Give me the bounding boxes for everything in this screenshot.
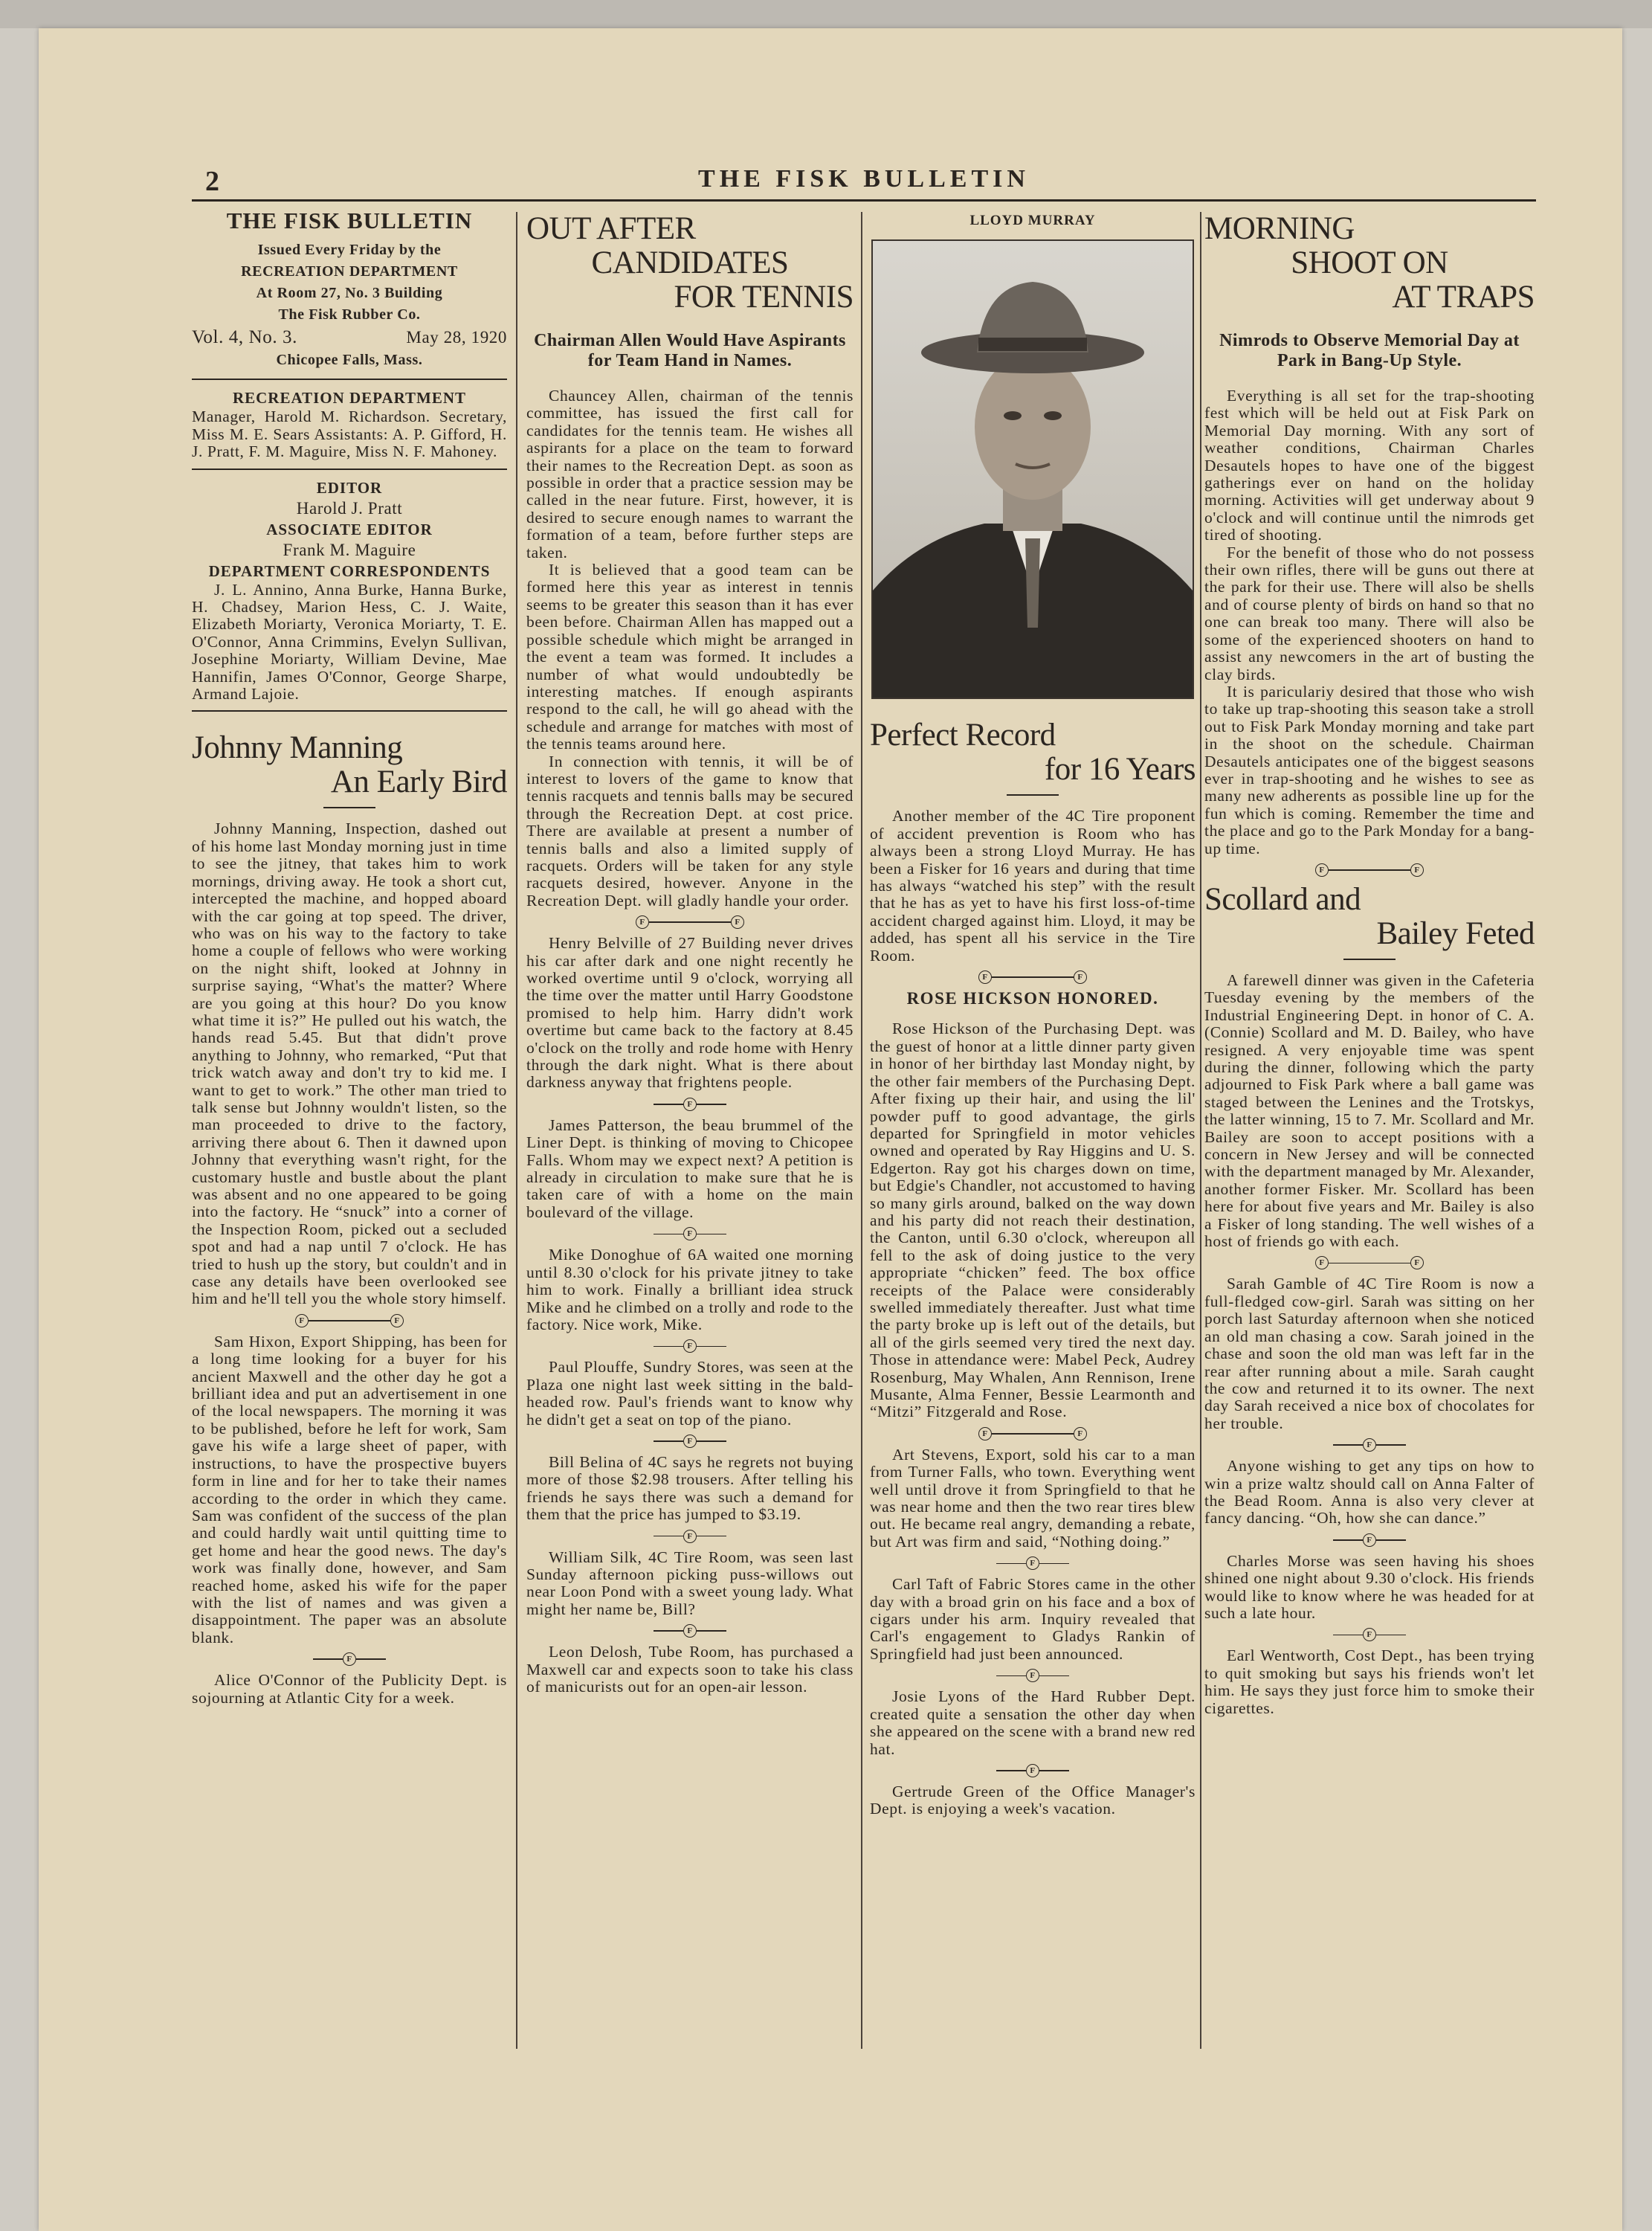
- ornament-divider: [526, 1339, 854, 1353]
- fisk-logo-icon: F: [1315, 1256, 1329, 1269]
- divider: [323, 807, 375, 808]
- masthead-line: The Fisk Rubber Co.: [278, 306, 421, 323]
- fisk-logo-icon: F: [978, 1427, 992, 1440]
- column-1: [192, 207, 507, 1707]
- headline-line: FOR TENNIS: [674, 280, 854, 315]
- headline-line: OUT AFTER: [526, 211, 696, 246]
- assoc-editor-heading: ASSOCIATE EDITOR: [266, 520, 433, 538]
- volume-number: Vol. 4, No. 3.: [192, 327, 297, 348]
- news-item: Anyone wishing to get any tips on how to win a prize waltz should call on Anna Falter of the Bead Room. Anna is also very clever at fancy dancing. “Oh, how she can dance.”: [1204, 1457, 1535, 1527]
- headline-tennis: [526, 212, 854, 315]
- divider: [192, 379, 507, 380]
- news-item: James Patterson, the beau brummel of the Liner Dept. is thinking of moving to Chicopee Falls. Whom may we expect next? A petition is already in circulation to make sure that he is taken care of with a home on the main boulevard of the village.: [526, 1116, 854, 1221]
- fisk-logo-icon: F: [683, 1435, 697, 1448]
- editor-heading: EDITOR: [316, 478, 383, 497]
- news-item: Henry Belville of 27 Building never drives his car after dark and one night recently he worked overtime until 9 o'clock, worrying all the time over the matter until Harry Goodstone promised to help him. Harry didn't work overtime but came back to the factory at 8.45 o'clock on the trolly and rode home with Henry through the dark night. What is there about darkness anyway that frightens people.: [526, 934, 854, 1092]
- ornament-divider: [526, 915, 854, 929]
- article-paragraph: It is believed that a good team can be formed here this year as interest in tennis seems to be greater this season than it has ever been before. Chairman Allen has mapped out a possible schedule which might be arranged in the event a team was formed. It includes a number of what would undoubtedly be interesting matches. If enough aspirants respond to the call, he will go ahead with the schedule and arrange for matches with most of the tennis teams around here.: [526, 561, 854, 753]
- divider: [1343, 959, 1396, 960]
- ornament-divider: [192, 1652, 507, 1666]
- article-paragraph: It is pariculariy desired that those who wish to take up trap-shooting this season take a stroll out to Fisk Park Monday morning and take part in the shoot on the schedule. Chairman Desautels anticipates one of the biggest seasons ever in trap-shooting and he wishes to see as many new adherents as possible line up for the fun which is coming. Remember the time and the place and go to the Park Monday for a bang-up time.: [1204, 682, 1535, 857]
- masthead-title: THE FISK BULLETIN: [226, 207, 473, 234]
- article-paragraph: Everything is all set for the trap-shooting fest which will be held out at Fisk Park on Memorial Day morning. With any sort of weather conditions, Chairman Charles Desautels hopes to have one of the biggest gatherings ever on hand on the holiday morning. Activities will get underway about 9 o'clock and will continue until the nimrods get tired of shooting.: [1204, 387, 1535, 544]
- ornament-divider: [526, 1227, 854, 1240]
- dept-heading: RECREATION DEPARTMENT: [232, 389, 467, 408]
- man-in-hat-portrait-icon: [873, 241, 1193, 698]
- news-item: William Silk, 4C Tire Room, was seen last Sunday afternoon picking puss-willows out near Loon Pond with a sweet young lady. What might her name be, Bill?: [526, 1548, 854, 1618]
- subheadline: Chairman Allen Would Have Aspirants for Team Hand in Names.: [534, 331, 846, 370]
- masthead-place: Chicopee Falls, Mass.: [276, 352, 423, 369]
- fisk-logo-icon: F: [1410, 863, 1424, 877]
- headline-line: Scollard and: [1204, 881, 1361, 917]
- fisk-logo-icon: F: [1074, 970, 1087, 984]
- page-number: 2: [205, 166, 219, 197]
- fisk-logo-icon: F: [343, 1652, 356, 1666]
- news-item: Gertrude Green of the Office Manager's Dept. is enjoying a week's vacation.: [870, 1782, 1196, 1818]
- correspondents-heading: DEPARTMENT CORRESPONDENTS: [208, 561, 491, 580]
- editor-name: Harold J. Pratt: [296, 498, 403, 518]
- headline-line: CANDIDATES: [591, 245, 789, 280]
- ornament-divider: [1204, 863, 1535, 877]
- divider: [192, 710, 507, 712]
- ornament-divider: [870, 1669, 1196, 1682]
- headline-johnny: [192, 731, 507, 799]
- column-4: [1204, 212, 1535, 1717]
- assoc-editor-name: Frank M. Maguire: [283, 540, 416, 559]
- news-item: Carl Taft of Fabric Stores came in the other day with a broad grin on his face and a box of cigars under his arm. Inquiry revealed that Carl's engagement to Gladys Rankin of Springfield had just been announced.: [870, 1575, 1196, 1663]
- ornament-divider: [1204, 1256, 1535, 1269]
- fisk-logo-icon: F: [1026, 1556, 1039, 1570]
- headline-line: An Early Bird: [330, 764, 507, 800]
- ornament-divider: [1204, 1533, 1535, 1547]
- dept-staff: Manager, Harold M. Richardson. Secretary, Miss M. E. Sears Assistants: A. P. Gifford, H. J. Pratt, F. M. Maguire, Miss N. F. Mahoney.: [192, 408, 507, 461]
- headline-line: MORNING: [1204, 211, 1355, 246]
- headline-line: Perfect Record: [870, 718, 1056, 753]
- fisk-logo-icon: F: [683, 1339, 697, 1353]
- news-item: Art Stevens, Export, sold his car to a man from Turner Falls, who town. Everything went well until drove it from Springfield to that he was near home and then the two rear tires blew out. He became real angry, demanding a rebate, but Art was firm and said, “Nothing doing.”: [870, 1445, 1196, 1551]
- article-paragraph: In connection with tennis, it will be of interest to lovers of the game to know that tennis racquets and tennis balls may be secured through the Recreation Dept. at cost price. There are available at present a number of tennis balls and also a limited supply of racquets. Orders will be taken for any style racquets desired, however. Anyone in the Recreation Dept. will gladly handle your order.: [526, 752, 854, 910]
- headline-murray: [870, 718, 1196, 787]
- fisk-logo-icon: F: [1026, 1764, 1039, 1777]
- news-item: Josie Lyons of the Hard Rubber Dept. created quite a sensation the other day when she appeared on the scene with a brand new red hat.: [870, 1687, 1196, 1758]
- ornament-divider: [870, 1556, 1196, 1570]
- subheadline: Nimrods to Observe Memorial Day at Park in Bang-Up Style.: [1219, 331, 1520, 370]
- ornament-divider: [526, 1624, 854, 1638]
- headline-traps: [1204, 212, 1535, 315]
- fisk-logo-icon: F: [295, 1314, 309, 1327]
- ornament-divider: [192, 1314, 507, 1327]
- fisk-logo-icon: F: [1026, 1669, 1039, 1682]
- ornament-divider: [526, 1098, 854, 1111]
- article-paragraph: For the benefit of those who do not possess their own rifles, there will be guns out there at the park for their use. There will also be shells and of course plenty of birds on hand so that no one can break too many. There will also be some of the experienced shooters on hand to assist any newcomers in the art of busting the clay birds.: [1204, 543, 1535, 683]
- masthead-line: At Room 27, No. 3 Building: [256, 285, 443, 302]
- news-item: Charles Morse was seen having his shoes shined one night about 9.30 o'clock. His friends would like to know where he was headed for at such a late hour.: [1204, 1551, 1535, 1622]
- news-item: Sarah Gamble of 4C Tire Room is now a full-fledged cow-girl. Sarah was sitting on her porch last Saturday afternoon when she noticed an old man chasing a cow. Sarah joined in the chase and soon the old man was left far in the rear after running about a mile. Sarah caught the cow and returned it to its owner. The next day Sarah received a nice box of chocolates for her trouble.: [1204, 1275, 1535, 1432]
- column-rule: [861, 212, 862, 2049]
- article-paragraph: Another member of the 4C Tire proponent of accident prevention is Room who has always been a strong Lloyd Murray. He has been a Fisker for 16 years and during that time has always “watched his step” with the result that he has as yet to have his first loss-of-time accident charged against him. Lloyd, it may be added, has spent all his service in the Tire Room.: [870, 807, 1196, 965]
- article-paragraph: Johnny Manning, Inspection, dashed out of his home last Monday morning just in time to see the jitney, that takes him to work mornings, driving away. He took a short cut, intercepted the machine, and hopped aboard with the car going at top speed. The driver, who was on his way to the factory to take home a couple of fellows who were working on the night shift, looked at Johnny in surprise saying, “What's the matter? Where are you going at this hour? Do you know what time it is?” He pulled out his watch, the hands read 5.45. But that didn't prove anything to Johnny, who remarked, “Put that trick watch away and don't try to kid me. I want to get to work.” The other man tried to talk sense but Johnny wouldn't listen, so the man proceeded to drive to the factory, arriving there about 6. Then it dawned upon Johnny that everything wasn't right, for the customary hustle and bustle about the plant was absent and no one appeared to be going into the factory. He “snuck” into a corner of the Inspection Room, picked out a secluded spot and had a nap until 7 o'clock. He has tried to hush up the story, but couldn't and in case any details have been overlooked see him and he'll tell you the whole story himself.: [192, 820, 507, 1308]
- fisk-logo-icon: F: [683, 1624, 697, 1638]
- fisk-logo-icon: F: [1074, 1427, 1087, 1440]
- news-item: Sam Hixon, Export Shipping, has been for a long time looking for a buyer for his ancient Maxwell and the other day he got a brilliant idea and put an advertisement in one of the local newspapers. The morning it was to be published, before he left for work, Sam gave his wife a large sheet of paper, with instructions, to have the prospective buyers form in line and for her to take their names according to the order in which they came. Sam was confident of the success of the plan and could hardly wait until quitting time to get home and hear the good news. The day's work was finally done, however, and Sam reached home, asked his wife for the paper with the list of names and was given a disappointment. The paper was an absolute blank.: [192, 1332, 507, 1646]
- volume-row: [192, 326, 507, 350]
- fisk-logo-icon: F: [1363, 1628, 1376, 1641]
- headline-scollard: [1204, 883, 1535, 951]
- fisk-logo-icon: F: [1363, 1533, 1376, 1547]
- headline-line: AT TRAPS: [1392, 280, 1535, 315]
- masthead-line: Issued Every Friday by the: [257, 242, 442, 259]
- portrait-photo: [871, 239, 1194, 699]
- headline-line: SHOOT ON: [1291, 245, 1448, 280]
- news-item: Earl Wentworth, Cost Dept., has been trying to quit smoking but says his friends won't let him. He says they just force him to smoke their cigarettes.: [1204, 1646, 1535, 1717]
- article-paragraph: A farewell dinner was given in the Cafeteria Tuesday evening by the members of the Industrial Engineering Dept. in honor of C. A. (Connie) Scollard and M. D. Bailey, who have resigned. A very enjoyable time was spent during the dinner, following which the party adjourned to Fisk Park where a ball game was staged between the Lenines and the Trotskys, the latter winning, 15 to 7. Mr. Scollard and Mr. Bailey are soon to accept positions with a concern in New Jersey and will be connected with the department managed by Mr. Alexander, another former Fisker. Mr. Scollard has been here for about five years and Mr. Bailey is also a Fisker of long standing. The well wishes of a host of friends go with each.: [1204, 970, 1535, 1251]
- photo-caption: LLOYD MURRAY: [969, 213, 1096, 228]
- fisk-logo-icon: F: [390, 1314, 404, 1327]
- divider: [192, 469, 507, 470]
- fisk-logo-icon: F: [636, 915, 649, 929]
- column-rule: [516, 212, 517, 2049]
- column-rule: [1200, 212, 1201, 2049]
- ornament-divider: [870, 970, 1196, 984]
- page-header: [192, 162, 1536, 202]
- fisk-logo-icon: F: [683, 1227, 697, 1240]
- ornament-divider: [870, 1427, 1196, 1440]
- headline-line: Bailey Feted: [1376, 915, 1535, 951]
- scan-border: [0, 0, 1652, 28]
- fisk-logo-icon: F: [683, 1098, 697, 1111]
- ornament-divider: [526, 1530, 854, 1543]
- news-item: Alice O'Connor of the Publicity Dept. is sojourning at Atlantic City for a week.: [192, 1671, 507, 1707]
- fisk-logo-icon: F: [731, 915, 744, 929]
- headline-line: Johnny Manning: [192, 730, 403, 766]
- column-3: [870, 212, 1196, 1818]
- fisk-logo-icon: F: [1410, 1256, 1424, 1269]
- fisk-logo-icon: F: [683, 1530, 697, 1543]
- headline-line: for 16 Years: [1044, 752, 1196, 788]
- news-item: Paul Plouffe, Sundry Stores, was seen at the Plaza one night last week sitting in the bald-headed row. Paul's friends want to know why he didn't get a seat on top of the piano.: [526, 1358, 854, 1429]
- news-item: Leon Delosh, Tube Room, has purchased a Maxwell car and expects soon to take his class of manicurists out for an open-air lesson.: [526, 1643, 854, 1696]
- ornament-divider: [870, 1764, 1196, 1777]
- news-item: Bill Belina of 4C says he regrets not buying more of those $2.98 trousers. After telling his friends he says there was such a demand for them that the price has jumped to $3.19.: [526, 1452, 854, 1524]
- divider: [1007, 794, 1059, 796]
- issue-date: May 28, 1920: [406, 328, 507, 347]
- column-2: [526, 212, 854, 1696]
- correspondents-list: J. L. Annino, Anna Burke, Hanna Burke, H. Chadsey, Marion Hess, C. J. Waite, Elizabeth Moriarty, Veronica Moriarty, T. E. O'Connor, Anna Crimmins, Evelyn Sullivan, Josephine Moriarty, William Devine, Mae Hannifin, James O'Connor, George Sharpe, Armand Lajoie.: [192, 580, 507, 704]
- article-paragraph: Chauncey Allen, chairman of the tennis committee, has issued the first call for candidates for the tennis team. He wishes all aspirants for a place on the team to forward their names to the Recreation Dept. as soon as possible in order that a practice session may be called in the near future. First, however, it is desired to secure enough names to warrant the formation of a team, before further steps are taken.: [526, 387, 854, 561]
- masthead-line: RECREATION DEPARTMENT: [241, 263, 458, 280]
- section-heading: ROSE HICKSON HONORED.: [906, 989, 1159, 1008]
- fisk-logo-icon: F: [978, 970, 992, 984]
- ornament-divider: [1204, 1438, 1535, 1452]
- ornament-divider: [526, 1435, 854, 1448]
- fisk-logo-icon: F: [1315, 863, 1329, 877]
- fisk-logo-icon: F: [1363, 1438, 1376, 1452]
- article-paragraph: Rose Hickson of the Purchasing Dept. was the guest of honor at a little dinner party given in honor of her birthday last Monday night, by the other fair members of the Purchasing Dept. After fixing up their hair, and using the lil' powder puff to good advantage, the girls departed for Springfield in motor vehicles owned and operated by Ray Higgins and U. S. Edgerton. Ray got his charges down on time, but Edgie's Chandler, not accustomed to having so many girls around, balked on the way down and his party did not reach their destination, the Canton, until 6.30 o'clock, whereupon all fell to the ask of doing justice to the very appropriate “chicken” feed. The box office receipts of the Palace were considerably swelled immediately thereafter. Just what time the party broke up is left out of the details, but all of the girls seemed very tired the next day. Those in attendance were: Mabel Peck, Audrey Rosenburg, May Whalen, Ann Rennison, Irene Musante, Alma Fenner, Bessie Learmonth and “Mitzi” Fitzgerald and Rose.: [870, 1020, 1196, 1421]
- publication-title: THE FISK BULLETIN: [698, 165, 1030, 193]
- news-item: Mike Donoghue of 6A waited one morning until 8.30 o'clock for his private jitney to take him to work. Finally a brilliant idea struck Mike and he climbed on a trolly and rode to the factory. Nice work, Mike.: [526, 1246, 854, 1333]
- ornament-divider: [1204, 1628, 1535, 1641]
